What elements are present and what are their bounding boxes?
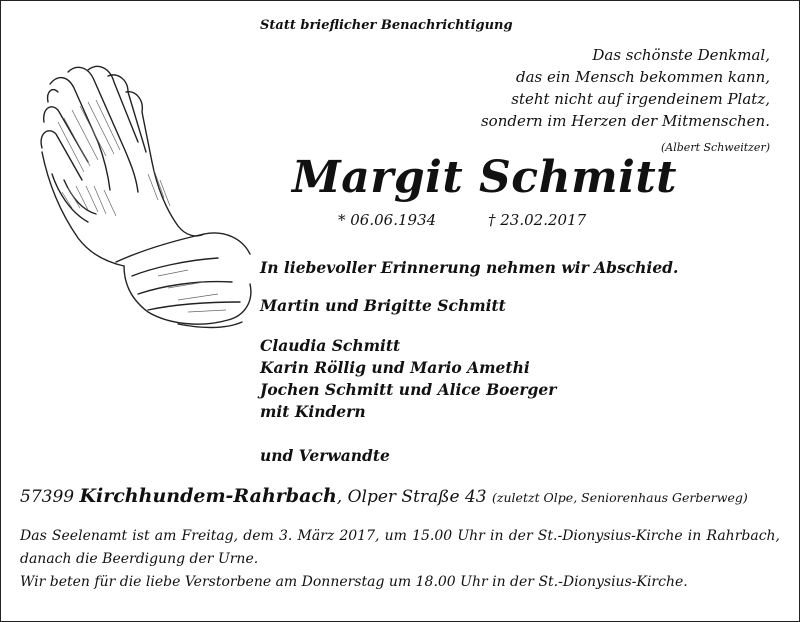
service-info — [20, 525, 780, 594]
mourner-family — [260, 335, 556, 423]
notice-heading: Statt brieflicher Benachrichtigung — [260, 18, 513, 33]
address-town: Kirchhundem-Rahrbach — [79, 485, 337, 507]
address — [20, 485, 748, 507]
address-note: (zuletzt Olpe, Seniorenhaus Gerberweg) — [492, 490, 748, 505]
praying-hands-icon — [28, 62, 260, 332]
quote-author: (Albert Schweitzer) — [661, 141, 770, 154]
deceased-name: Margit Schmitt — [292, 152, 677, 203]
farewell-text: In liebevoller Erinnerung nehmen wir Abschied. — [260, 258, 679, 277]
death-date: † 23.02.2017 — [488, 211, 587, 229]
service-line: Das Seelenamt ist am Freitag, dem 3. März 2017, um 15.00 Uhr in der St.-Dionysius-Kirche in Rahrbach, danach die Beerdigung der Urne. — [20, 528, 780, 567]
mourner-line: Jochen Schmitt und Alice Boerger — [260, 380, 557, 399]
mourner-relatives: und Verwandte — [260, 446, 390, 465]
mourner-line: Claudia Schmitt — [260, 336, 401, 355]
quote — [410, 44, 770, 132]
service-line: Wir beten für die liebe Verstorbene am Donnerstag um 18.00 Uhr in der St.-Dionysius-Kirche. — [20, 574, 688, 590]
quote-line: Das schönste Denkmal, — [592, 46, 770, 64]
birth-date: * 06.06.1934 — [338, 211, 437, 229]
quote-line: das ein Mensch bekommen kann, — [515, 68, 770, 86]
mourner-line: Karin Röllig und Mario Amethi — [260, 358, 530, 377]
mourner-parents: Martin und Brigitte Schmitt — [260, 296, 506, 315]
address-street: , Olper Straße 43 — [336, 487, 487, 507]
quote-line: sondern im Herzen der Mitmenschen. — [480, 112, 770, 130]
address-postcode: 57399 — [20, 487, 75, 507]
quote-line: steht nicht auf irgendeinem Platz, — [511, 90, 770, 108]
mourner-line: mit Kindern — [260, 402, 366, 421]
